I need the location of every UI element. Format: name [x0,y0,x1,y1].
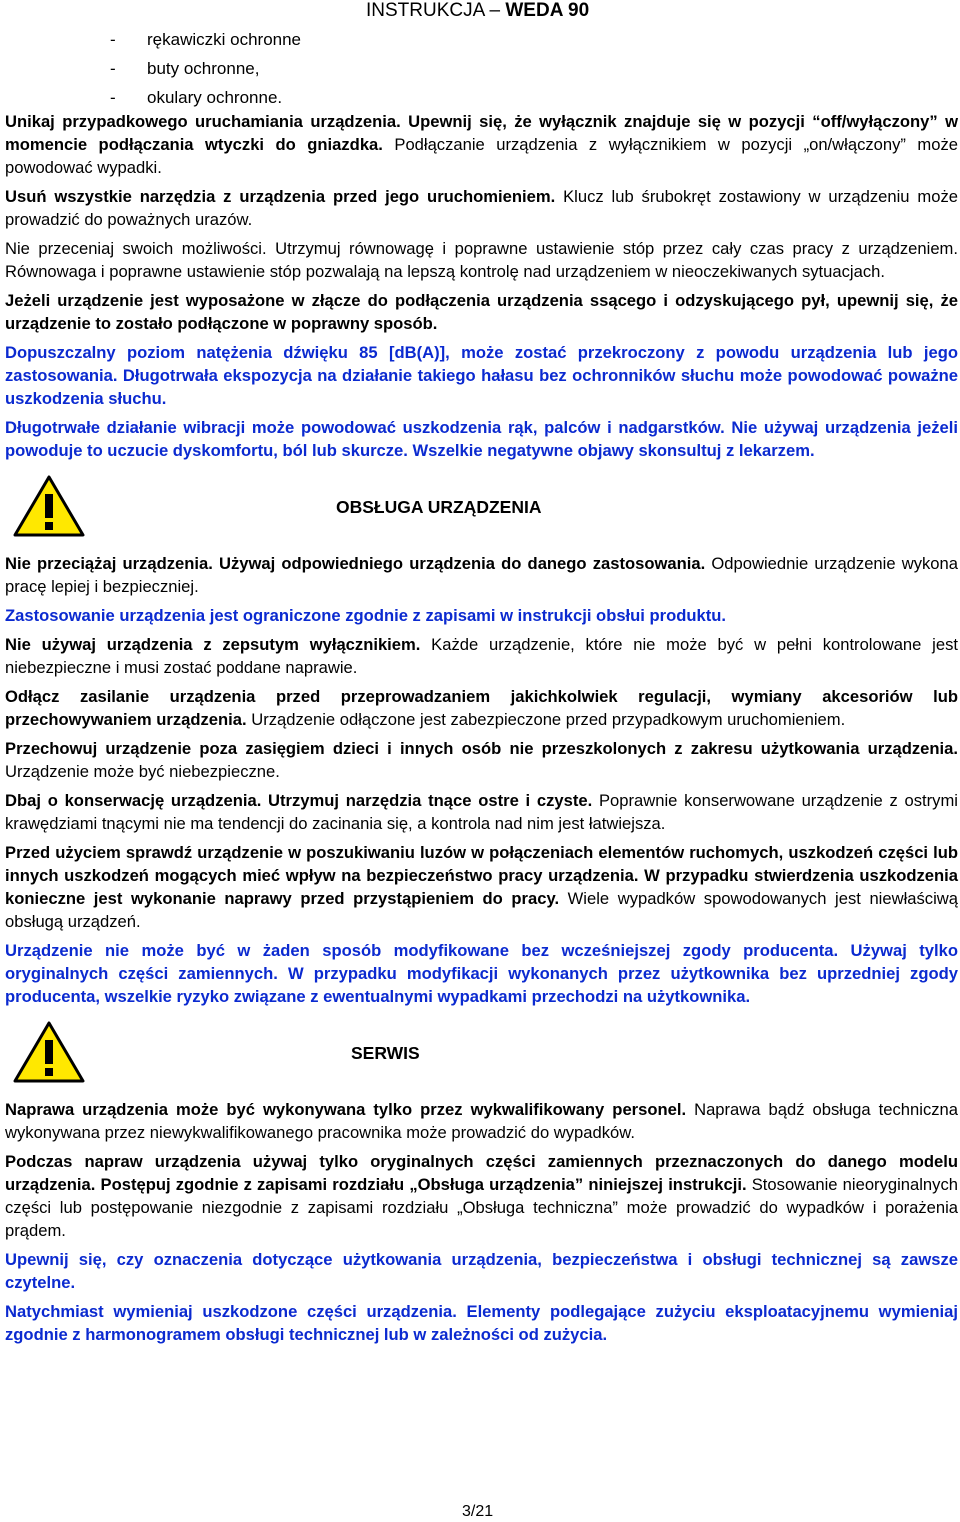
list-item-text: rękawiczki ochronne [147,30,302,49]
paragraph [5,685,958,731]
paragraph [5,841,958,933]
paragraph [5,1098,958,1144]
paragraph-text: Urządzenie odłączone jest zabezpieczone przed przypadkowym uruchomieniem. [246,710,846,729]
list-item [110,54,301,83]
operation-section [5,552,958,1008]
paragraph-text: Nie przeciążaj urządzenia. Używaj odpowiedniego urządzenia do danego zastosowania. [5,554,706,573]
paragraph-text: Natychmiast wymieniaj uszkodzone części urządzenia. Elementy podlegające zużyciu eksploatacyjnemu wymieniaj zgodnie z harmonogramem obsługi technicznej lub w zależności od zużycia. [5,1302,958,1344]
paragraph-text: Odpowiednie urządzenie wykona pracę lepiej i bezpieczniej. [5,554,958,596]
list-item-text: okulary ochronne. [147,88,283,107]
paragraph-text: Dbaj o konserwację urządzenia. Utrzymuj narzędzia tnące ostre i czyste. [5,791,593,810]
service-section [5,1098,958,1346]
paragraph-text: Unikaj przypadkowego uruchamiania urządzenia. Upewnij się, że wyłącznik znajduje się w pozycji “off/wyłączony” w momencie podłączania wtyczki do gniazdka. [5,112,958,154]
paragraph [5,185,958,231]
paragraph [5,237,958,283]
paragraph-text: Przed użyciem sprawdź urządzenie w poszukiwaniu luzów w połączeniach elementów ruchomych, uszkodzeń części lub innych uszkodzeń mogących mieć wpływ na bezpieczeństwo pracy urządzenia. W przypadku stwierdzenia uszkodzenia konieczne jest wykonanie naprawy przed przystąpieniem do pracy. [5,843,958,908]
service-heading-row [5,1020,958,1090]
bullet-marker: - [110,88,116,107]
list-item-text: buty ochronne, [147,59,260,78]
paragraph-text: Podłączanie urządzenia z wyłącznikiem w pozycji „on/włączony” może powodować wypadki. [5,135,958,177]
paragraph-text: Odłącz zasilanie urządzenia przed przeprowadzaniem jakichkolwiek regulacji, wymiany akcesoriów lub przechowywaniem urządzenia. [5,687,958,729]
paragraph [5,789,958,835]
paragraph-text: Stosowanie nieoryginalnych części lub postępowanie niezgodnie z zapisami rozdziału „Obsługa techniczna” może prowadzić do wypadków i porażenia prądem. [5,1175,958,1240]
paragraph-text: Wiele wypadków spowodowanych jest niewłaściwą obsługą urządzeń. [5,889,958,931]
paragraph [5,737,958,783]
header-prefix: INSTRUKCJA – [366,0,506,21]
paragraph-text: Nie przeceniaj swoich możliwości. Utrzymuj równowagę i poprawne ustawienie stóp przez cały czas pracy z urządzeniem. Równowaga i poprawne ustawienie stóp pozwalają na lepszą kontrolę nad urządzeniem w nieoczekiwanych sytuacjach. [5,239,958,281]
paragraph-text: Jeżeli urządzenie jest wyposażone w złącze do podłączenia urządzenia ssącego i odzyskującego pył, upewnij się, że urządzenie to zostało podłączone w poprawny sposób. [5,291,958,333]
page-header [366,0,589,22]
paragraph [5,604,958,627]
paragraph-text: Przechowuj urządzenie poza zasięgiem dzieci i innych osób nie przeszkolonych z zakresu użytkowania urządzenia. [5,739,958,758]
paragraph-text: Dopuszczalny poziom natężenia dźwięku 85 [dB(A)], może zostać przekroczony z powodu urządzenia lub jego zastosowania. Długotrwała ekspozycja na działanie takiego hałasu bez ochronników słuchu może powodować poważne uszkodzenia słuchu. [5,343,958,408]
paragraph-text: Upewnij się, czy oznaczenia dotyczące użytkowania urządzenia, bezpieczeństwa i obsługi technicznej są zawsze czytelne. [5,1250,958,1292]
paragraph [5,552,958,598]
paragraph-text: Klucz lub śrubokręt zostawiony w urządzeniu może prowadzić do poważnych urazów. [5,187,958,229]
paragraph-text: Naprawa bądź obsługa techniczna wykonywana przez niewykwalifikowanego pracownika może prowadzić do wypadków. [5,1100,958,1142]
paragraph-text: Podczas napraw urządzenia używaj tylko oryginalnych części zamiennych przeznaczonych do danego modelu urządzenia. Postępuj zgodnie z zapisami rozdziału „Obsługa urządzenia” niniejszej instrukcji. [5,1152,958,1194]
paragraph-text: Poprawnie konserwowane urządzenie z ostrymi krawędziami tnącymi nie ma tendencji do zacinania się, a kontrola nad nim jest łatwiejsza. [5,791,958,833]
paragraph [5,110,958,179]
warning-icon [13,1020,85,1084]
paragraph-text: Urządzenie może być niebezpieczne. [5,762,280,781]
paragraph [5,1300,958,1346]
ppe-list [110,25,301,112]
paragraph-text: Nie używaj urządzenia z zepsutym wyłącznikiem. [5,635,421,654]
bullet-marker: - [110,59,116,78]
paragraph [5,341,958,410]
paragraph [5,939,958,1008]
intro-section [5,110,958,462]
paragraph-text: Długotrwałe działanie wibracji może powodować uszkodzenia rąk, palców i nadgarstków. Nie używaj urządzenia jeżeli powoduje to uczucie dyskomfortu, ból lub skurcze. Wszelkie negatywne objawy skonsultuj z lekarzem. [5,418,958,460]
header-model: WEDA 90 [505,0,590,21]
section-title: SERWIS [351,1043,420,1063]
paragraph-text: Naprawa urządzenia może być wykonywana tylko przez wykwalifikowany personel. [5,1100,687,1119]
paragraph [5,1150,958,1242]
bullet-marker: - [110,30,116,49]
operation-heading-row [5,474,958,544]
paragraph [5,633,958,679]
paragraph-text: Usuń wszystkie narzędzia z urządzenia przed jego uruchomieniem. [5,187,556,206]
paragraph [5,416,958,462]
paragraph-text: Zastosowanie urządzenia jest ograniczone zgodnie z zapisami w instrukcji obsłui produktu. [5,606,727,625]
paragraph [5,1248,958,1294]
paragraph-text: Urządzenie nie może być w żaden sposób modyfikowane bez wcześniejszej zgody producenta. Używaj tylko oryginalnych części zamiennych. W przypadku modyfikacji wykonanych przez użytkownika bez uprzedniej zgody producenta, wszelkie ryzyko związane z ewentualnymi wypadkami przechodzi na użytkownika. [5,941,958,1006]
paragraph [5,289,958,335]
section-title: OBSŁUGA URZĄDZENIA [336,497,542,517]
document-body [5,110,958,1352]
paragraph-text: Każde urządzenie, które nie może być w pełni kontrolowane jest niebezpieczne i musi zostać poddane naprawie. [5,635,958,677]
warning-icon [13,474,85,538]
list-item [110,83,301,112]
page-number: 3/21 [462,1503,494,1520]
list-item [110,25,301,54]
